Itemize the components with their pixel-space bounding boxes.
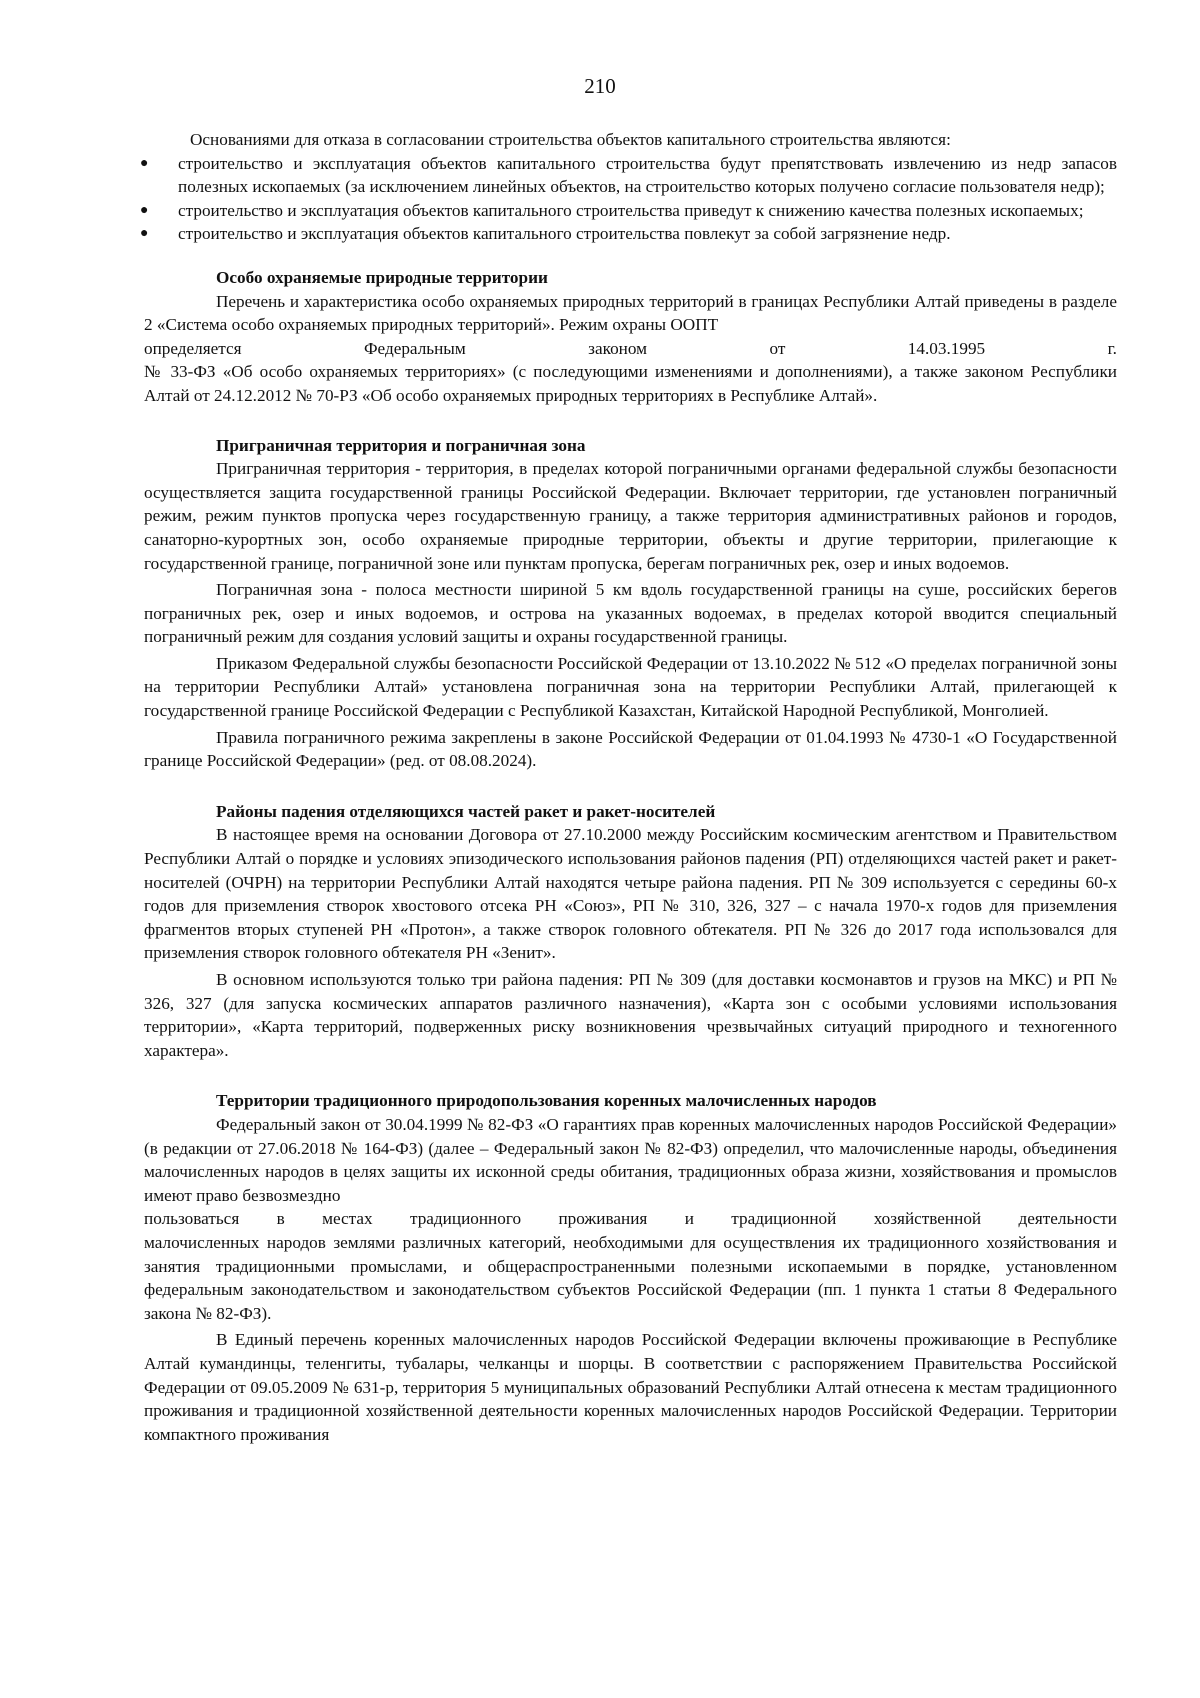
paragraph: В основном используются только три района падения: РП № 309 (для доставки космонавтов и грузов на МКС) и РП № 326, 327 (для запуска космических аппаратов различного назначения), «Карта зон с особыми условиями использования территории», «Карта территорий, подверженных риску возникновения чрезвычайных ситуаций природного и техногенного характера». (144, 970, 1117, 1060)
paragraph-continuation: № 33-ФЗ «Об особо охраняемых территориях» (с последующими изменениями и дополнениями), а также законом Республики Алтай от 24.12.2012 № 70-РЗ «Об особо охраняемых природных территориях в Республике Алтай». (144, 362, 1117, 405)
list-item (140, 199, 1117, 223)
justified-line (144, 1207, 1117, 1231)
section-heading: Приграничная территория и пограничная зона (216, 435, 586, 455)
list-item-text: строительство и эксплуатация объектов капитального строительства приведут к снижению качества полезных ископаемых; (178, 200, 1084, 220)
paragraph: Приграничная территория - территория, в пределах которой пограничными органами федеральной службы безопасности осуществляется защита государственной границы Российской Федерации. Включает территории, где установлен пограничный режим, режим пунктов пропуска через государственную границу, а также территория административных районов и городов, санаторно-курортных зон, особо охраняемые природные территории, объекты и другие территории, прилегающие к государственной границе, пограничной зоне или пунктам пропуска, берегам пограничных рек, озер и иных водоемов. (144, 459, 1117, 573)
bullet-icon: ● (140, 226, 149, 242)
list-item-text: строительство и эксплуатация объектов капитального строительства повлекут за собой загрязнение недр. (178, 224, 951, 244)
word: местах (322, 1209, 373, 1229)
section-protected-areas (144, 266, 1117, 408)
word: г. (1107, 338, 1117, 358)
list-item-text: строительство и эксплуатация объектов капитального строительства будут препятствовать извлечению из недр запасов полезных ископаемых (за исключением линейных объектов, на строительство которых получено согласие пользователя недр); (178, 153, 1117, 197)
page-number: 210 (584, 74, 616, 98)
paragraph: Правила пограничного режима закреплены в законе Российской Федерации от 01.04.1993 № 4730-1 «О Государственной границе Российской Федерации» (ред. от 08.08.2024). (144, 727, 1117, 771)
refusal-grounds-list (140, 152, 1117, 246)
paragraph: Федеральный закон от 30.04.1999 № 82-ФЗ «О гарантиях прав коренных малочисленных народов Российской Федерации» (в редакции от 27.06.2018 № 164-ФЗ) (далее – Федеральный закон № 82-ФЗ) определил, что малочисленные народы, объединения малочисленных народов в целях защиты их исконной среды обитания, традиционных образа жизни, хозяйствования и промыслов имеют право безвозмездно (144, 1114, 1117, 1205)
section-heading: Территории традиционного природопользования коренных малочисленных народов (216, 1091, 877, 1111)
word: 14.03.1995 (907, 338, 986, 358)
paragraph: В настоящее время на основании Договора от 27.10.2000 между Российским космическим агентством и Правительством Республики Алтай о порядке и условиях эпизодического использования районов падения (РП) отделяющихся частей ракет и ракет-носителей (ОЧРН) на территории Республики Алтай находятся четыре района падения. РП № 309 используется с середины 60-х годов для приземления створок хвостового отсека РН «Союз», РП № 310, 326, 327 – с начала 1970-х годов для приземления фрагментов вторых ступеней РН «Протон», а также створок головного обтекателя. РП № 326 до 2017 года использовался для приземления створок головного обтекателя РН «Зенит». (144, 825, 1117, 963)
document-body (140, 128, 1117, 1446)
word: пользоваться (144, 1209, 240, 1229)
section-heading: Особо охраняемые природные территории (216, 267, 548, 287)
word: традиционного (409, 1209, 522, 1229)
word: в (276, 1209, 285, 1229)
section-indigenous-territories (144, 1089, 1117, 1446)
word: законом (588, 338, 648, 358)
word: традиционной (731, 1209, 837, 1229)
section-rocket-fall-areas (144, 800, 1117, 1063)
word: и (684, 1209, 694, 1229)
bullet-icon: ● (140, 202, 149, 218)
word: Федеральным (363, 338, 466, 358)
bullet-icon: ● (140, 155, 149, 171)
word: от (769, 338, 786, 358)
list-item (140, 152, 1117, 199)
paragraph-continuation: малочисленных народов землями различных категорий, необходимыми для осуществления их традиционного хозяйствования и занятия традиционными промыслами, и общераспространенными полезными ископаемыми в порядке, установленном федеральным законодательством и законодательством субъектов Российской Федерации (пп. 1 пункта 1 статьи 8 Федерального закона № 82-ФЗ). (144, 1232, 1117, 1323)
justified-line (144, 337, 1117, 361)
paragraph: Пограничная зона - полоса местности шириной 5 км вдоль государственной границы на суше, российских берегов пограничных рек, озер и иных водоемов, и острова на указанных водоемах, в пределах которой вводится специальный пограничный режим для создания условий защиты и охраны государственной границы. (144, 580, 1117, 647)
section-heading: Районы падения отделяющихся частей ракет и ракет-носителей (216, 801, 716, 821)
word: определяется (144, 338, 242, 358)
paragraph: Приказом Федеральной службы безопасности Российской Федерации от 13.10.2022 № 512 «О пределах пограничной зоны на территории Республики Алтай» установлена пограничная зона на территории Республики Алтай, прилегающей к государственной границе Российской Федерации с Республикой Казахстан, Китайской Народной Республикой, Монголией. (144, 653, 1117, 721)
intro-paragraph: Основаниями для отказа в согласовании строительства объектов капитального строительства являются: (190, 130, 951, 149)
paragraph: В Единый перечень коренных малочисленных народов Российской Федерации включены проживающие в Республике Алтай кумандинцы, теленгиты, тубалары, челканцы и шорцы. В соответствии с распоряжением Правительства Российской Федерации от 09.05.2009 № 631-р, территория 5 муниципальных образований Республики Алтай отнесена к местам традиционного проживания и традиционной хозяйственной деятельности коренных малочисленных народов Российской Федерации. Территории компактного проживания (144, 1330, 1117, 1444)
section-border-zone (144, 434, 1117, 773)
word: хозяйственной (873, 1209, 982, 1229)
paragraph: Перечень и характеристика особо охраняемых природных территорий в границах Республики Алтай приведены в разделе 2 «Система особо охраняемых природных территорий». Режим охраны ООПТ (144, 291, 1117, 335)
word: проживания (558, 1209, 648, 1229)
word: деятельности (1018, 1209, 1117, 1229)
list-item (140, 222, 1117, 246)
